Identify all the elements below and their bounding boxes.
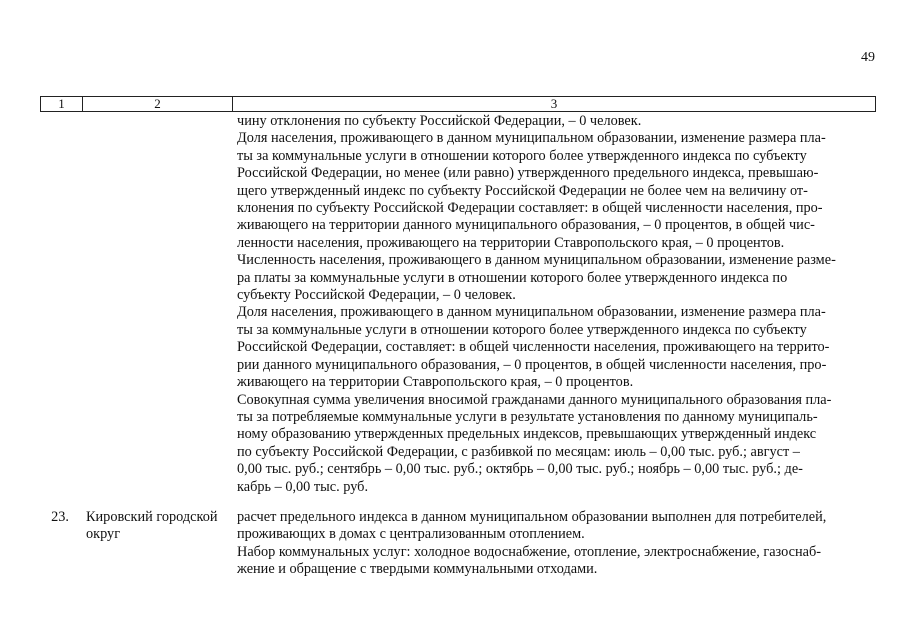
text-line: ленности населения, проживающего на территории Ставропольского края, – 0 процентов. <box>237 234 785 251</box>
header-col-1: 1 <box>41 97 83 111</box>
text-line: ты за потребляемые коммунальные услуги в результате установления по данному муниципаль- <box>237 408 818 425</box>
text-line: ты за коммунальные услуги в отношении которого более утвержденного индекса по субъекту <box>237 147 807 164</box>
text-line: ному образованию утвержденных предельных индексов, превышающих утвержденный индекс <box>237 426 817 443</box>
text-line: Российской Федерации, составляет: в общей численности населения, проживающего на террито- <box>237 339 830 356</box>
text-line: жение и обращение с твердыми коммунальными отходами. <box>237 561 598 578</box>
text-line: Набор коммунальных услуг: холодное водоснабжение, отопление, электроснабжение, газоснаб- <box>237 543 821 560</box>
header-col-3: 3 <box>550 96 558 111</box>
text-line: живающего на территории Ставропольского края, – 0 процентов. <box>237 374 634 391</box>
text-line: щего утвержденный индекс по субъекту Российской Федерации не более чем на величину от- <box>237 182 808 199</box>
text-line: рии данного муниципального образования, – 0 процентов, в общей численности населения, про- <box>237 356 827 373</box>
text-line: чину отклонения по субъекту Российской Федерации, – 0 человек. <box>237 113 642 129</box>
text-line: кабрь – 0,00 тыс. руб. <box>237 478 369 495</box>
text-line: проживающих в домах с централизованным отоплением. <box>237 526 585 543</box>
text-line: Российской Федерации, но менее (или равно) утвержденного предельного индекса, превышаю- <box>237 165 819 182</box>
page-number: 49 <box>861 50 875 65</box>
text-line: Совокупная сумма увеличения вносимой гражданами данного муниципального образования пла- <box>237 391 832 408</box>
text-line: клонения по субъекту Российской Федерации составляет: в общей численности населения, про- <box>237 200 823 217</box>
text-line: ты за коммунальные услуги в отношении которого более утвержденного индекса по субъекту <box>237 321 807 338</box>
name-line: округ <box>86 526 121 543</box>
text-line: 0,00 тыс. руб.; сентябрь – 0,00 тыс. руб.; октябрь – 0,00 тыс. руб.; ноябрь – 0,00 тыс. руб.; де- <box>237 461 803 478</box>
text-line: живающего на территории данного муниципального образования, – 0 процентов, в общей чис- <box>237 217 815 234</box>
row-number: 23. <box>51 509 69 525</box>
text-line: ра платы за коммунальные услуги в отношении которого более утвержденного индекса по <box>237 269 788 286</box>
text-line: субъекту Российской Федерации, – 0 человек. <box>237 287 516 304</box>
table-header-row <box>40 96 876 112</box>
name-line: Кировский городской <box>86 509 218 525</box>
text-line: Доля населения, проживающего в данном муниципальном образовании, изменение размера пла- <box>237 304 826 321</box>
row-description <box>237 509 870 579</box>
header-col-2: 2 <box>83 97 233 111</box>
municipality-name <box>86 509 231 544</box>
continuation-text <box>237 113 870 496</box>
text-line: расчет предельного индекса в данном муниципальном образовании выполнен для потребителей, <box>237 509 827 525</box>
text-line: Численность населения, проживающего в данном муниципальном образовании, изменение разме- <box>237 252 836 269</box>
text-line: Доля населения, проживающего в данном муниципальном образовании, изменение размера пла- <box>237 130 826 147</box>
text-line: по субъекту Российской Федерации, с разбивкой по месяцам: июль – 0,00 тыс. руб.; август – <box>237 443 800 460</box>
